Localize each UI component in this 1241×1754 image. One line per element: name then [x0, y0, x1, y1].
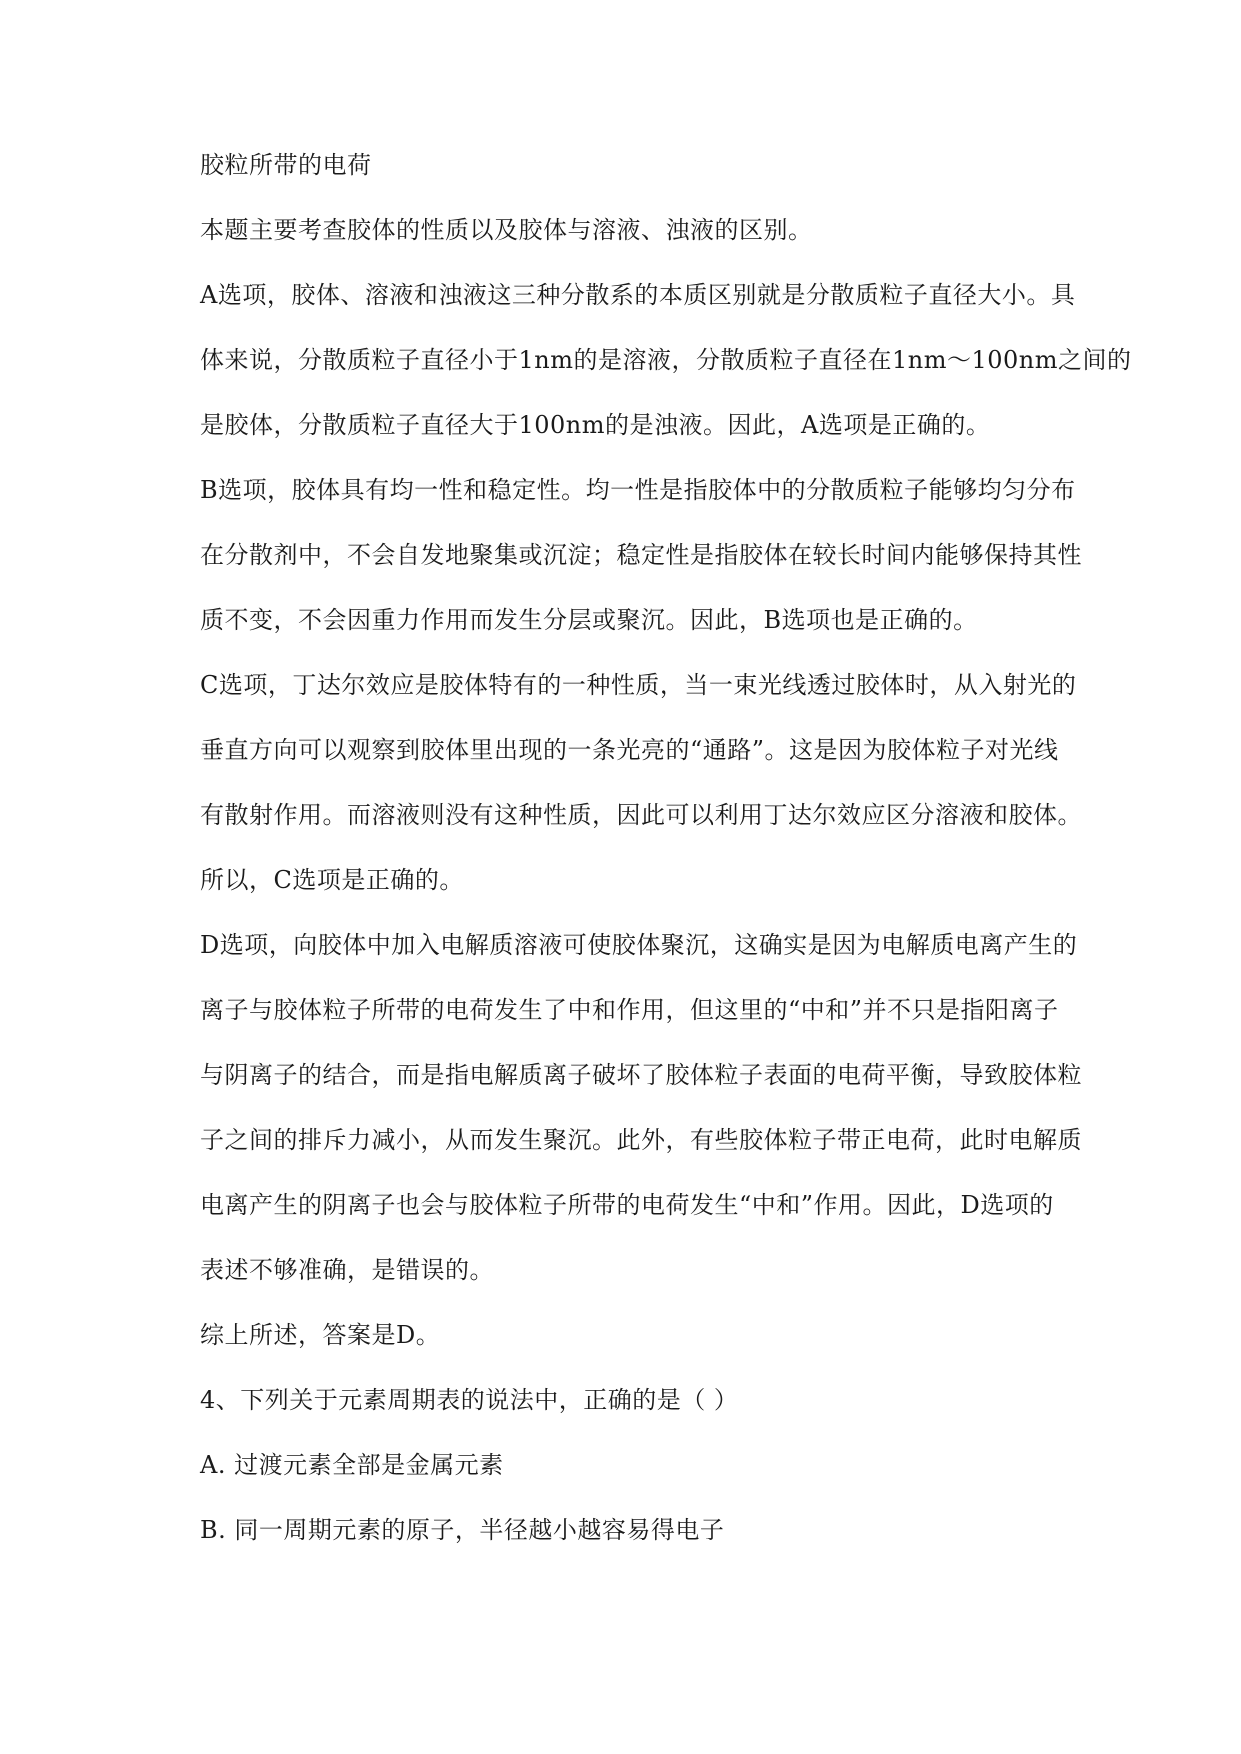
text-line: 表述不够准确，是错误的。: [200, 1256, 494, 1284]
text-line: 离子与胶体粒子所带的电荷发生了中和作用，但这里的“中和”并不只是指阳离子: [200, 996, 1059, 1024]
option-a: A. 过渡元素全部是金属元素: [200, 1451, 504, 1479]
text-line: 本题主要考查胶体的性质以及胶体与溶液、浊液的区别。: [200, 216, 813, 244]
question-stem: 4、下列关于元素周期表的说法中，正确的是（ ）: [200, 1386, 739, 1414]
text-line: 胶粒所带的电荷: [200, 151, 372, 179]
text-line: 在分散剂中，不会自发地聚集或沉淀；稳定性是指胶体在较长时间内能够保持其性: [200, 541, 1082, 569]
text-line: 与阴离子的结合，而是指电解质离子破坏了胶体粒子表面的电荷平衡，导致胶体粒: [200, 1061, 1082, 1089]
text-line: D选项，向胶体中加入电解质溶液可使胶体聚沉，这确实是因为电解质电离产生的: [200, 931, 1078, 959]
text-line: A选项，胶体、溶液和浊液这三种分散系的本质区别就是分散质粒子直径大小。具: [200, 281, 1076, 309]
text-line: 子之间的排斥力减小，从而发生聚沉。此外，有些胶体粒子带正电荷，此时电解质: [200, 1126, 1082, 1154]
text-line: B选项，胶体具有均一性和稳定性。均一性是指胶体中的分散质粒子能够均匀分布: [200, 476, 1076, 504]
text-line: 电离产生的阴离子也会与胶体粒子所带的电荷发生“中和”作用。因此，D选项的: [200, 1191, 1054, 1219]
text-line: 有散射作用。而溶液则没有这种性质，因此可以利用丁达尔效应区分溶液和胶体。: [200, 801, 1082, 829]
text-line: 是胶体，分散质粒子直径大于100nm的是浊液。因此，A选项是正确的。: [200, 411, 991, 439]
text-line: 综上所述，答案是D。: [200, 1321, 441, 1349]
text-line: C选项，丁达尔效应是胶体特有的一种性质，当一束光线透过胶体时，从入射光的: [200, 671, 1077, 699]
text-line: 质不变，不会因重力作用而发生分层或聚沉。因此，B选项也是正确的。: [200, 606, 978, 634]
text-line: 垂直方向可以观察到胶体里出现的一条光亮的“通路”。这是因为胶体粒子对光线: [200, 736, 1059, 764]
text-line: 所以，C选项是正确的。: [200, 866, 464, 894]
text-line: 体来说，分散质粒子直径小于1nm的是溶液，分散质粒子直径在1nm～100nm之间的: [200, 346, 1132, 374]
option-b: B. 同一周期元素的原子，半径越小越容易得电子: [200, 1516, 725, 1544]
